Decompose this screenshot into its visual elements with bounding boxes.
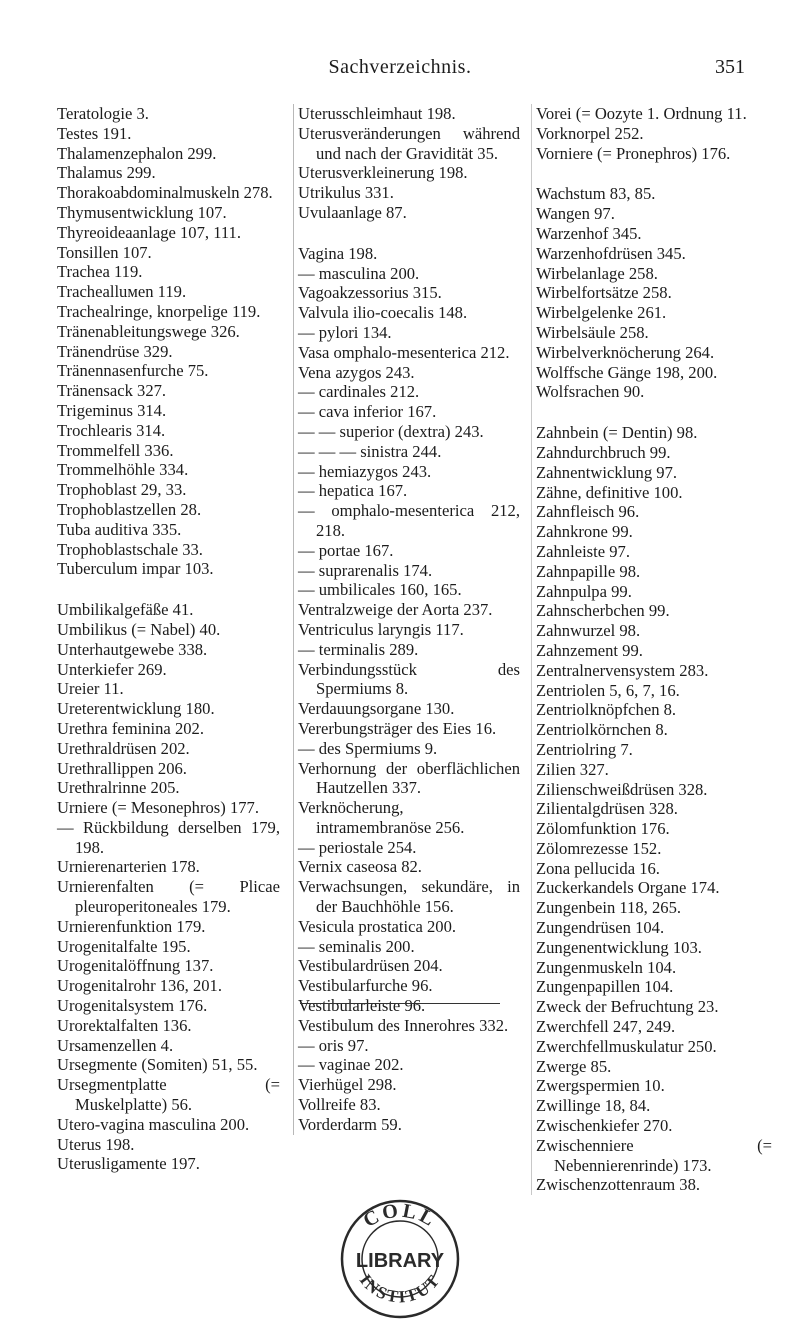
- index-entry: Urnierenfalten (= Plicae pleuroperitoneales 179.: [57, 877, 280, 917]
- index-entry: — oris 97.: [298, 1035, 369, 1055]
- index-entry: Zwillinge 18, 84.: [536, 1096, 651, 1116]
- index-entry: Vena azygos 243.: [298, 362, 415, 382]
- index-column-2: [293, 104, 520, 1135]
- index-entry: — cava inferior 167.: [298, 402, 437, 422]
- index-entry: Thalamenzephalon 299.: [57, 143, 217, 163]
- section-gap: [298, 223, 520, 244]
- index-entry: Vorei (= Oozyte 1. Ordnung 11.: [536, 104, 747, 123]
- index-entry: Zahndurchbruch 99.: [536, 442, 671, 462]
- index-entry: Tränensack 327.: [57, 381, 167, 401]
- index-entry: Thymusentwicklung 107.: [57, 202, 227, 222]
- index-entry: Zahnkrone 99.: [536, 522, 633, 542]
- index-entry: Unterkiefer 269.: [57, 659, 167, 679]
- index-entry: Wirbelverknöcherung 264.: [536, 342, 715, 362]
- page-header: [0, 56, 800, 86]
- index-entry: Warzenhof 345.: [536, 223, 642, 243]
- index-entry: — des Spermiums 9.: [298, 738, 438, 758]
- index-entry: Zwerchfellmuskulatur 250.: [536, 1036, 717, 1056]
- index-entry: Uterusveränderungen während und nach der Gravidität 35.: [298, 123, 520, 163]
- index-entry: Vasa omphalo-mesenterica 212.: [298, 342, 510, 362]
- index-entry: Utrikulus 331.: [298, 183, 394, 203]
- index-entry: Urorektalfalten 136.: [57, 1015, 192, 1035]
- index-entry: Tuba auditiva 335.: [57, 519, 182, 539]
- index-entry: Thalamus 299.: [57, 163, 156, 183]
- index-entry: — suprarenalis 174.: [298, 560, 433, 580]
- index-entry: Zilienschweißdrüsen 328.: [536, 779, 708, 799]
- index-entry: Trommelfell 336.: [57, 440, 174, 460]
- index-entry: Trigeminus 314.: [57, 400, 167, 420]
- index-entry: Zentriolen 5, 6, 7, 16.: [536, 680, 680, 700]
- index-entry: — seminalis 200.: [298, 936, 415, 956]
- index-entry: Zentralnervensystem 283.: [536, 660, 709, 680]
- stamp-bottom-text: INSTITUT: [355, 1270, 445, 1307]
- index-entry: Ureier 11.: [57, 679, 124, 699]
- index-entry: Zuckerkandels Organe 174.: [536, 878, 720, 898]
- index-entry: Vestibulum des Innerohres 332.: [298, 1015, 509, 1035]
- index-entry: — Rückbildung derselben 179, 198.: [57, 817, 280, 857]
- index-entry: Uterus 198.: [57, 1134, 135, 1154]
- index-entry: Trachealringe, knorpelige 119.: [57, 301, 261, 321]
- section-gap: [536, 163, 772, 184]
- index-entry: Zölomfunktion 176.: [536, 819, 670, 839]
- index-entry: Trophoblastzellen 28.: [57, 499, 202, 519]
- index-entry: Urogenitalöffnung 137.: [57, 956, 214, 976]
- index-entry: Wangen 97.: [536, 204, 615, 224]
- section-gap: [536, 402, 772, 423]
- index-entry: Wolffsche Gänge 198, 200.: [536, 362, 718, 382]
- index-entry: — periostale 254.: [298, 837, 417, 857]
- index-entry: Vorniere (= Pronephros) 176.: [536, 143, 731, 163]
- index-entry: Zahnbein (= Dentin) 98.: [536, 423, 698, 443]
- index-entry: Zentriolring 7.: [536, 739, 633, 759]
- index-entry: Trachealluмen 119.: [57, 282, 187, 302]
- index-entry: Zahnscherbchen 99.: [536, 601, 670, 621]
- index-entry: Vorderdarm 59.: [298, 1114, 402, 1134]
- index-entry: Trophoblastschale 33.: [57, 539, 203, 559]
- index-entry: Wirbelanlage 258.: [536, 263, 658, 283]
- index-entry: Vernix caseosa 82.: [298, 857, 422, 877]
- index-entry: Teratologie 3.: [57, 104, 149, 123]
- index-entry: Uterusschleimhaut 198.: [298, 104, 456, 123]
- index-entry: Ventralzweige der Aorta 237.: [298, 600, 493, 620]
- index-entry: Urniere (= Mesonephros) 177.: [57, 798, 259, 818]
- index-entry: Zungenentwicklung 103.: [536, 937, 702, 957]
- index-entry: Ursegmentplatte (= Muskelplatte) 56.: [57, 1075, 280, 1115]
- index-entry: — hemiazygos 243.: [298, 461, 432, 481]
- index-entry: — terminalis 289.: [298, 639, 419, 659]
- index-entry: — vaginae 202.: [298, 1055, 404, 1075]
- index-entry: Uterusverkleinerung 198.: [298, 163, 468, 183]
- index-entry: Urethra feminina 202.: [57, 718, 204, 738]
- index-entry: Urogenitalfalte 195.: [57, 936, 191, 956]
- index-entry: Zahnwurzel 98.: [536, 621, 641, 641]
- index-entry: Urethrallippen 206.: [57, 758, 187, 778]
- index-entry: Zahnfleisch 96.: [536, 502, 640, 522]
- index-entry: Zahnzement 99.: [536, 640, 643, 660]
- index-entry: — pylori 134.: [298, 322, 392, 342]
- index-entry: Verknöcherung, intramembranöse 256.: [298, 798, 465, 837]
- index-entry: — cardinales 212.: [298, 382, 420, 402]
- index-entry: — hepatica 167.: [298, 481, 408, 501]
- index-entry: Vestibularfurche 96.: [298, 976, 433, 996]
- index-entry: Zwischenniere (= Nebennierenrinde) 173.: [536, 1135, 772, 1175]
- bottom-rule: [300, 1003, 500, 1004]
- page-title: Sachverzeichnis.: [328, 56, 472, 78]
- index-entry: Tuberculum impar 103.: [57, 559, 214, 579]
- index-entry: Vestibulardrüsen 204.: [298, 956, 443, 976]
- index-entry: Tränenableitungswege 326.: [57, 321, 240, 341]
- index-entry: Wirbelfortsätze 258.: [536, 283, 672, 303]
- index-entry: Vierhügel 298.: [298, 1075, 397, 1095]
- index-entry: Verbindungsstück des Spermiums 8.: [298, 659, 520, 699]
- index-entry: Trochlearis 314.: [57, 420, 166, 440]
- index-entry: Ureterentwicklung 180.: [57, 699, 215, 719]
- index-entry: Thorakoabdominalmuskeln 278.: [57, 183, 273, 203]
- index-entry: Trophoblast 29, 33.: [57, 480, 187, 500]
- index-entry: Verdauungsorgane 130.: [298, 699, 455, 719]
- index-entry: Zölomrezesse 152.: [536, 838, 662, 858]
- index-entry: Verhornung der oberflächlichen Hautzellen 337.: [298, 758, 520, 798]
- section-gap: [57, 579, 280, 600]
- index-entry: Zahnpulpa 99.: [536, 581, 632, 601]
- index-entry: Umbilikalgefäße 41.: [57, 600, 194, 620]
- index-entry: Zilientalgdrüsen 328.: [536, 799, 678, 819]
- index-entry: Uvulaanlage 87.: [298, 202, 407, 222]
- index-entry: Verwachsungen, sekundäre, in der Bauchhöhle 156.: [298, 877, 520, 917]
- index-entry: Urogenitalrohr 136, 201.: [57, 976, 222, 996]
- index-entry: Zahnleiste 97.: [536, 541, 631, 561]
- index-entry: — omphalo-mesenterica 212, 218.: [298, 501, 520, 540]
- index-entry: — umbilicales 160, 165.: [298, 580, 462, 600]
- index-entry: Valvula ilio-coecalis 148.: [298, 303, 468, 323]
- index-entry: Vorknorpel 252.: [536, 123, 644, 143]
- stamp-middle-text: LIBRARY: [355, 1250, 445, 1272]
- index-entry: Vesicula prostatica 200.: [298, 916, 457, 936]
- index-entry: Utero-vagina masculina 200.: [57, 1114, 250, 1134]
- index-entry: Wirbelgelenke 261.: [536, 303, 667, 323]
- index-entry: Zona pellucida 16.: [536, 858, 660, 878]
- index-entry: Zungendrüsen 104.: [536, 918, 665, 938]
- index-entry: Tränennasenfurche 75.: [57, 361, 209, 381]
- index-entry: Vagina 198.: [298, 243, 378, 263]
- index-entry: Ventriculus laryngis 117.: [298, 619, 464, 639]
- index-entry: Zwerge 85.: [536, 1056, 612, 1076]
- index-entry: Zungenbein 118, 265.: [536, 898, 682, 918]
- index-entry: Warzenhofdrüsen 345.: [536, 243, 686, 263]
- index-entry: Zentriolknöpfchen 8.: [536, 700, 677, 720]
- index-entry: Urnierenarterien 178.: [57, 857, 200, 877]
- index-entry: Zungenpapillen 104.: [536, 977, 674, 997]
- index-entry: Wirbelsäule 258.: [536, 322, 649, 342]
- index-entry: Zähne, definitive 100.: [536, 482, 683, 502]
- index-entry: Zwischenzottenraum 38.: [536, 1175, 701, 1195]
- index-entry: Umbilikus (= Nabel) 40.: [57, 619, 221, 639]
- index-entry: Vollreife 83.: [298, 1095, 381, 1115]
- index-entry: Zwischenkiefer 270.: [536, 1116, 673, 1136]
- index-entry: Zahnentwicklung 97.: [536, 462, 678, 482]
- index-entry: Testes 191.: [57, 123, 132, 143]
- index-entry: Zwerchfell 247, 249.: [536, 1017, 676, 1037]
- index-entry: — masculina 200.: [298, 263, 420, 283]
- index-entry: Tonsillen 107.: [57, 242, 152, 262]
- index-entry: Trachea 119.: [57, 262, 143, 282]
- index-entry: Zahnpapille 98.: [536, 561, 641, 581]
- index-entry: Zwergspermien 10.: [536, 1076, 665, 1096]
- index-entry: Uterusligamente 197.: [57, 1154, 200, 1174]
- index-entry: Zungenmuskeln 104.: [536, 957, 677, 977]
- library-stamp: [327, 1197, 473, 1321]
- index-entry: — portae 167.: [298, 540, 394, 560]
- stamp-top-text: COLL: [359, 1199, 441, 1232]
- index-column-3: [531, 104, 772, 1195]
- index-entry: Ursamenzellen 4.: [57, 1035, 174, 1055]
- index-entry: Urnierenfunktion 179.: [57, 916, 206, 936]
- index-entry: Tränendrüse 329.: [57, 341, 173, 361]
- index-entry: Wolfsrachen 90.: [536, 382, 645, 402]
- index-entry: Unterhautgewebe 338.: [57, 639, 208, 659]
- page-number: 351: [715, 56, 745, 78]
- index-entry: Wachstum 83, 85.: [536, 184, 656, 204]
- index-entry: Ursegmente (Somiten) 51, 55.: [57, 1055, 258, 1075]
- index-entry: Trommelhöhle 334.: [57, 460, 189, 480]
- index-entry: — — superior (dextra) 243.: [298, 421, 484, 441]
- index-entry: Thyreoideaanlage 107, 111.: [57, 222, 241, 242]
- index-entry: Zweck der Befruchtung 23.: [536, 997, 719, 1017]
- index-entry: Zilien 327.: [536, 759, 609, 779]
- index-entry: Urethralrinne 205.: [57, 778, 180, 798]
- index-entry: Urogenitalsystem 176.: [57, 996, 208, 1016]
- index-entry: — — — sinistra 244.: [298, 441, 442, 461]
- index-entry: Zentriolkörnchen 8.: [536, 720, 668, 740]
- index-column-1: [57, 104, 280, 1174]
- index-entry: Vestibularleiste 96.: [298, 996, 426, 1016]
- index-entry: Vagoakzessorius 315.: [298, 283, 442, 303]
- index-entry: Urethraldrüsen 202.: [57, 738, 190, 758]
- index-entry: Vererbungsträger des Eies 16.: [298, 718, 497, 738]
